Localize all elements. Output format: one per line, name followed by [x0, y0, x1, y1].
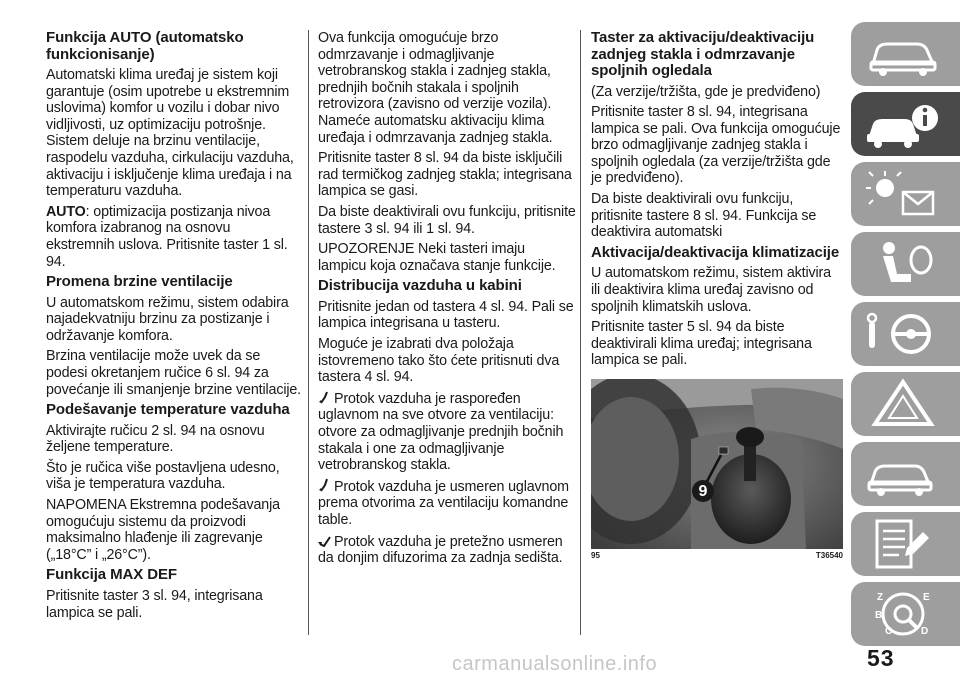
chapter-tab-driving[interactable] [851, 302, 960, 366]
airflow-windshield-icon [318, 390, 332, 404]
chapter-tab-sidebar [851, 22, 960, 642]
svg-text:Z: Z [877, 592, 884, 603]
paragraph: (Za verzije/tržišta, gde je predviđeno) [591, 83, 821, 100]
paragraph: Brzina ventilacije može uvek da se podesi okretanjem ručice 6 sl. 94 za povećanje ili smanjenje brzine ventilacije. [46, 348, 302, 398]
svg-text:E: E [923, 592, 930, 603]
svg-text:D: D [921, 626, 929, 637]
figure-photo [591, 379, 843, 549]
heading-max-def: Funkcija MAX DEF [46, 566, 177, 584]
column-divider [580, 30, 581, 635]
airflow-all-paragraph: Protok vazduha je raspoređen uglavnom na sve otvore za ventilaciju: otvore za odmagljivanje prednjih bočnih stakala i one za odmagljivanje vetrobranskog stakla. [318, 390, 564, 474]
steering-key-icon [863, 308, 943, 360]
text-column-1 [46, 30, 301, 625]
page-number: 53 [867, 645, 895, 671]
paragraph: Aktivirajte ručicu 2 sl. 94 na osnovu željene temperature. [46, 422, 265, 456]
heading-auto-function: Funkcija AUTO (automatsko funkcionisanje) [46, 29, 244, 63]
figure-caption [591, 551, 843, 565]
paragraph: Moguće je izabrati dva položaja istovremeno tako što ćete pritisnuti dva tastera 4 sl. 94. [318, 336, 560, 386]
heading-temperature: Podešavanje temperature vazduha [46, 401, 290, 419]
abc-index-icon [863, 588, 943, 640]
text-column-2 [318, 30, 576, 571]
heading-ac-toggle: Aktivacija/deaktivacija klimatizacije [591, 243, 840, 261]
paragraph-auto [46, 204, 301, 270]
figure-code: T36540 [815, 550, 843, 560]
paragraph: Pritisnite taster 5 sl. 94 da biste deaktivirali klima uređaj; integrisana lampica se pali. [591, 319, 812, 369]
paragraph: Automatski klima uređaj je sistem koji garantuje (osim upotrebe u ekstremnim uslovima) komfor u vozilu i dobar nivo vidljivosti, uz optimizaciju potrošnje. Sistem deluje na brzinu ventilacije, raspodelu vazduha, cirkulaciju vazduha, aktivaciju i isključenje klima uređaja i na temperaturu vazduha. [46, 67, 294, 200]
chapter-tab-specs[interactable] [851, 512, 960, 576]
car-service-icon [863, 448, 943, 500]
dashboard-gear-photo [591, 379, 843, 549]
paragraph: Da biste deaktivirali ovu funkciju, pritisnite tastere 3 sl. 94 ili 1 sl. 94. [318, 203, 576, 237]
airflow-dash-paragraph: Protok vazduha je usmeren uglavnom prema otvorima za ventilaciju komandne table. [318, 478, 569, 528]
chapter-tab-index[interactable] [851, 582, 960, 646]
svg-text:B: B [875, 610, 883, 621]
note-paragraph: NAPOMENA Ekstremna podešavanja omogućuju sistemu da proizvodi maksimalno hlađenje ili zagrevanje („18°C” i „26°C”). [46, 497, 280, 563]
svg-text:C: C [885, 626, 893, 637]
heading-fan-speed: Promena brzine ventilacije [46, 273, 233, 291]
paragraph: U automatskom režimu, sistem aktivira ili deaktivira klima uređaj zavisno od spoljnih klimatskih uslova. [591, 265, 831, 315]
paragraph: Što je ručica više postavljena udesno, viša je temperatura vazduha. [46, 459, 280, 493]
paragraph: Pritisnite jedan od tastera 4 sl. 94. Pali se lampica integrisana u tasteru. [318, 298, 574, 332]
paragraph: Pritisnite taster 3 sl. 94, integrisana lampica se pali. [46, 587, 263, 621]
figure-number: 95 [591, 550, 600, 560]
warning-triangle-icon [863, 378, 943, 430]
airflow-floor-paragraph: Protok vazduha je pretežno usmeren da donjim difuzorima za zadnja sedišta. [318, 533, 563, 567]
chapter-tab-safety[interactable] [851, 232, 960, 296]
checklist-icon [863, 518, 943, 570]
chapter-tab-info[interactable] [851, 92, 960, 156]
watermark: carmanualsonline.info [452, 653, 658, 675]
chapter-tab-warnings[interactable] [851, 162, 960, 226]
text-column-3 [591, 30, 843, 565]
column-divider [308, 30, 309, 635]
heading-air-distribution: Distribucija vazduha u kabini [318, 277, 522, 295]
car-info-icon [863, 98, 943, 150]
airbag-seat-icon [863, 238, 943, 290]
paragraph: U automatskom režimu, sistem odabira najadekvatniju brzinu za postizanje i održavanje komfora. [46, 294, 289, 344]
chapter-tab-service[interactable] [851, 442, 960, 506]
airflow-floor-icon [318, 533, 332, 547]
paragraph: Pritisnite taster 8 sl. 94, integrisana lampica se pali. Ova funkcija omogućuje brzo odmagljivanje zadnjeg stakla i spoljnih ogledala (za verzije/tržišta gde je predviđeno). [591, 104, 841, 187]
paragraph: Da biste deaktivirali ovu funkciju, pritisnite tastere 8 sl. 94. Funkcija se deaktivira automatski [591, 191, 817, 241]
paragraph: Ova funkcija omogućuje brzo odmrzavanje i odmagljivanje vetrobranskog stakla i zadnjeg stakla, prednjih bočnih stakala i spoljnih retrovizora (zavisno od verzije vozila). Nameće automatsku aktivaciju klima uređaja i odmrzavanja zadnjeg stakla. [318, 30, 553, 146]
auto-text: : optimizacija postizanja nivoa komfora izabranog na osnovu ekstremnih uslova. Pritisnite taster 1 sl. 94. [46, 203, 288, 270]
warning-paragraph: UPOZORENJE Neki tasteri imaju lampicu koja označava stanje funkcije. [318, 241, 556, 274]
heading-rear-window: Taster za aktivaciju/deaktivaciju zadnjeg stakla i odmrzavanje spoljnih ogledala [591, 29, 815, 79]
car-icon [863, 28, 943, 80]
figure-callout-9: 9 [698, 482, 708, 500]
lights-warning-icon [863, 168, 943, 220]
chapter-tab-emergency[interactable] [851, 372, 960, 436]
paragraph: Pritisnite taster 8 sl. 94 da biste isključili rad termičkog zadnjeg stakla; integrisana lampica se gasi. [318, 150, 572, 200]
chapter-tab-vehicle[interactable] [851, 22, 960, 86]
auto-label: AUTO [46, 203, 86, 220]
airflow-dashboard-icon [318, 478, 332, 492]
